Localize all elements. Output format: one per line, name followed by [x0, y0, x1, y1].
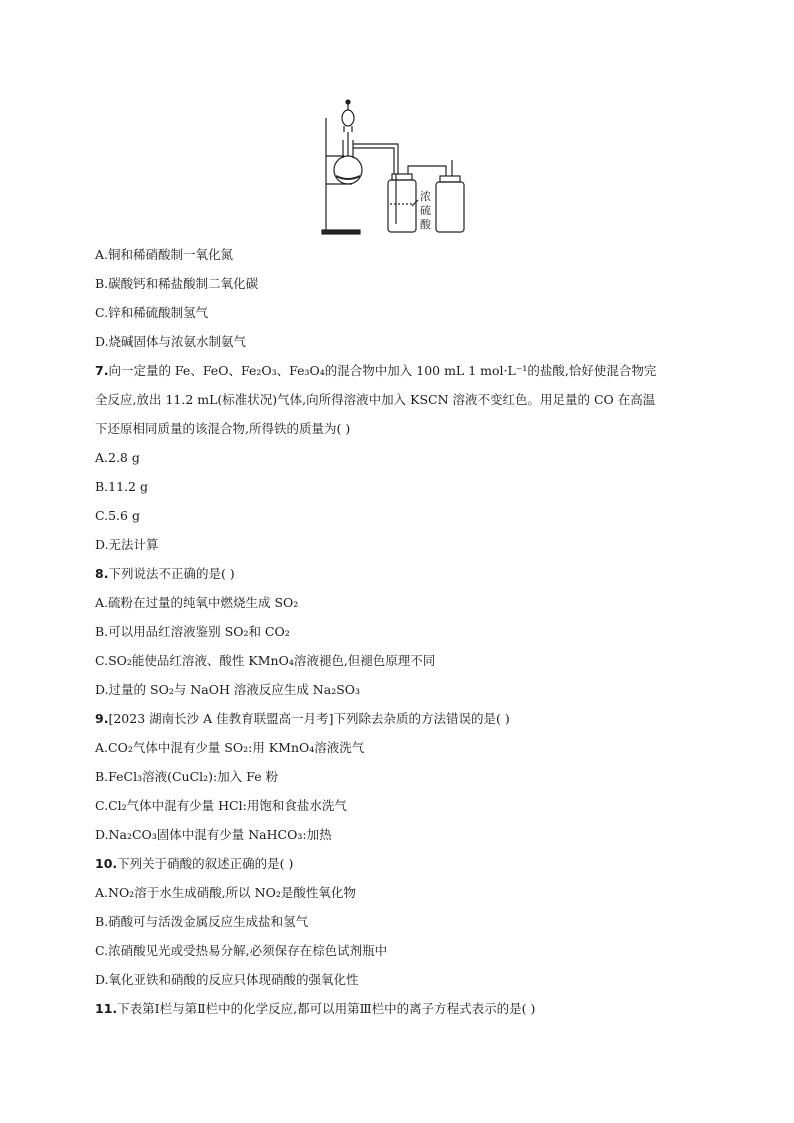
question-9 [95, 711, 510, 727]
option-line: A.铜和稀硝酸制一氧化氮 [95, 247, 234, 262]
figure-label-char: 硫 [420, 204, 431, 217]
option-line: D.氧化亚铁和硝酸的反应只体现硝酸的强氧化性 [95, 972, 359, 987]
option-line: A.NO₂溶于水生成硝酸,所以 NO₂是酸性氧化物 [95, 885, 356, 900]
question-11 [95, 1001, 535, 1017]
apparatus-figure [318, 96, 478, 238]
option-line: B.可以用品红溶液鉴别 SO₂和 CO₂ [95, 624, 290, 639]
figure-label-char: 浓 [420, 190, 431, 203]
option-line: A.2.8 g [95, 450, 140, 465]
option-line: D.烧碱固体与浓氨水制氨气 [95, 334, 247, 349]
option-line: C.锌和稀硫酸制氢气 [95, 305, 209, 320]
question-text: 下列关于硝酸的叙述正确的是( ) [117, 856, 294, 871]
option-line: A.硫粉在过量的纯氧中燃烧生成 SO₂ [95, 595, 299, 610]
question-10 [95, 856, 293, 872]
question-7 [95, 363, 656, 379]
question-line: 下还原相同质量的该混合物,所得铁的质量为( ) [95, 421, 351, 436]
question-text: 下表第Ⅰ栏与第Ⅱ栏中的化学反应,都可以用第Ⅲ栏中的离子方程式表示的是( ) [117, 1001, 536, 1016]
question-number: 9. [95, 711, 109, 726]
option-line: A.CO₂气体中混有少量 SO₂:用 KMnO₄溶液洗气 [95, 740, 365, 755]
question-text: [2023 湖南长沙 A 佳教育联盟高一月考]下列除去杂质的方法错误的是( ) [108, 711, 510, 726]
question-number: 10. [95, 856, 118, 871]
question-number: 11. [95, 1001, 118, 1016]
option-line: B.11.2 g [95, 479, 148, 494]
question-number: 8. [95, 566, 109, 581]
option-line: D.过量的 SO₂与 NaOH 溶液反应生成 Na₂SO₃ [95, 682, 361, 697]
option-line: D.无法计算 [95, 537, 159, 552]
question-text: 向一定量的 Fe、FeO、Fe₂O₃、Fe₃O₄的混合物中加入 100 mL 1 mol·L⁻¹的盐酸,恰好使混合物完 [108, 363, 657, 378]
question-text: 下列说法不正确的是( ) [108, 566, 235, 581]
option-line: B.FeCl₃溶液(CuCl₂):加入 Fe 粉 [95, 769, 279, 784]
question-line: 全反应,放出 11.2 mL(标准状况)气体,向所得溶液中加入 KSCN 溶液不变红色。用足量的 CO 在高温 [95, 392, 656, 407]
option-line: C.5.6 g [95, 508, 140, 523]
option-line: C.浓硝酸见光或受热易分解,必须保存在棕色试剂瓶中 [95, 943, 388, 958]
option-line: B.硝酸可与活泼金属反应生成盐和氢气 [95, 914, 309, 929]
option-line: C.Cl₂气体中混有少量 HCl:用饱和食盐水洗气 [95, 798, 347, 813]
figure-label-char: 酸 [420, 218, 431, 231]
option-line: D.Na₂CO₃固体中混有少量 NaHCO₃:加热 [95, 827, 332, 842]
question-number: 7. [95, 363, 109, 378]
question-8 [95, 566, 235, 582]
option-line: C.SO₂能使品红溶液、酸性 KMnO₄溶液褪色,但褪色原理不同 [95, 653, 436, 668]
option-line: B.碳酸钙和稀盐酸制二氧化碳 [95, 276, 259, 291]
